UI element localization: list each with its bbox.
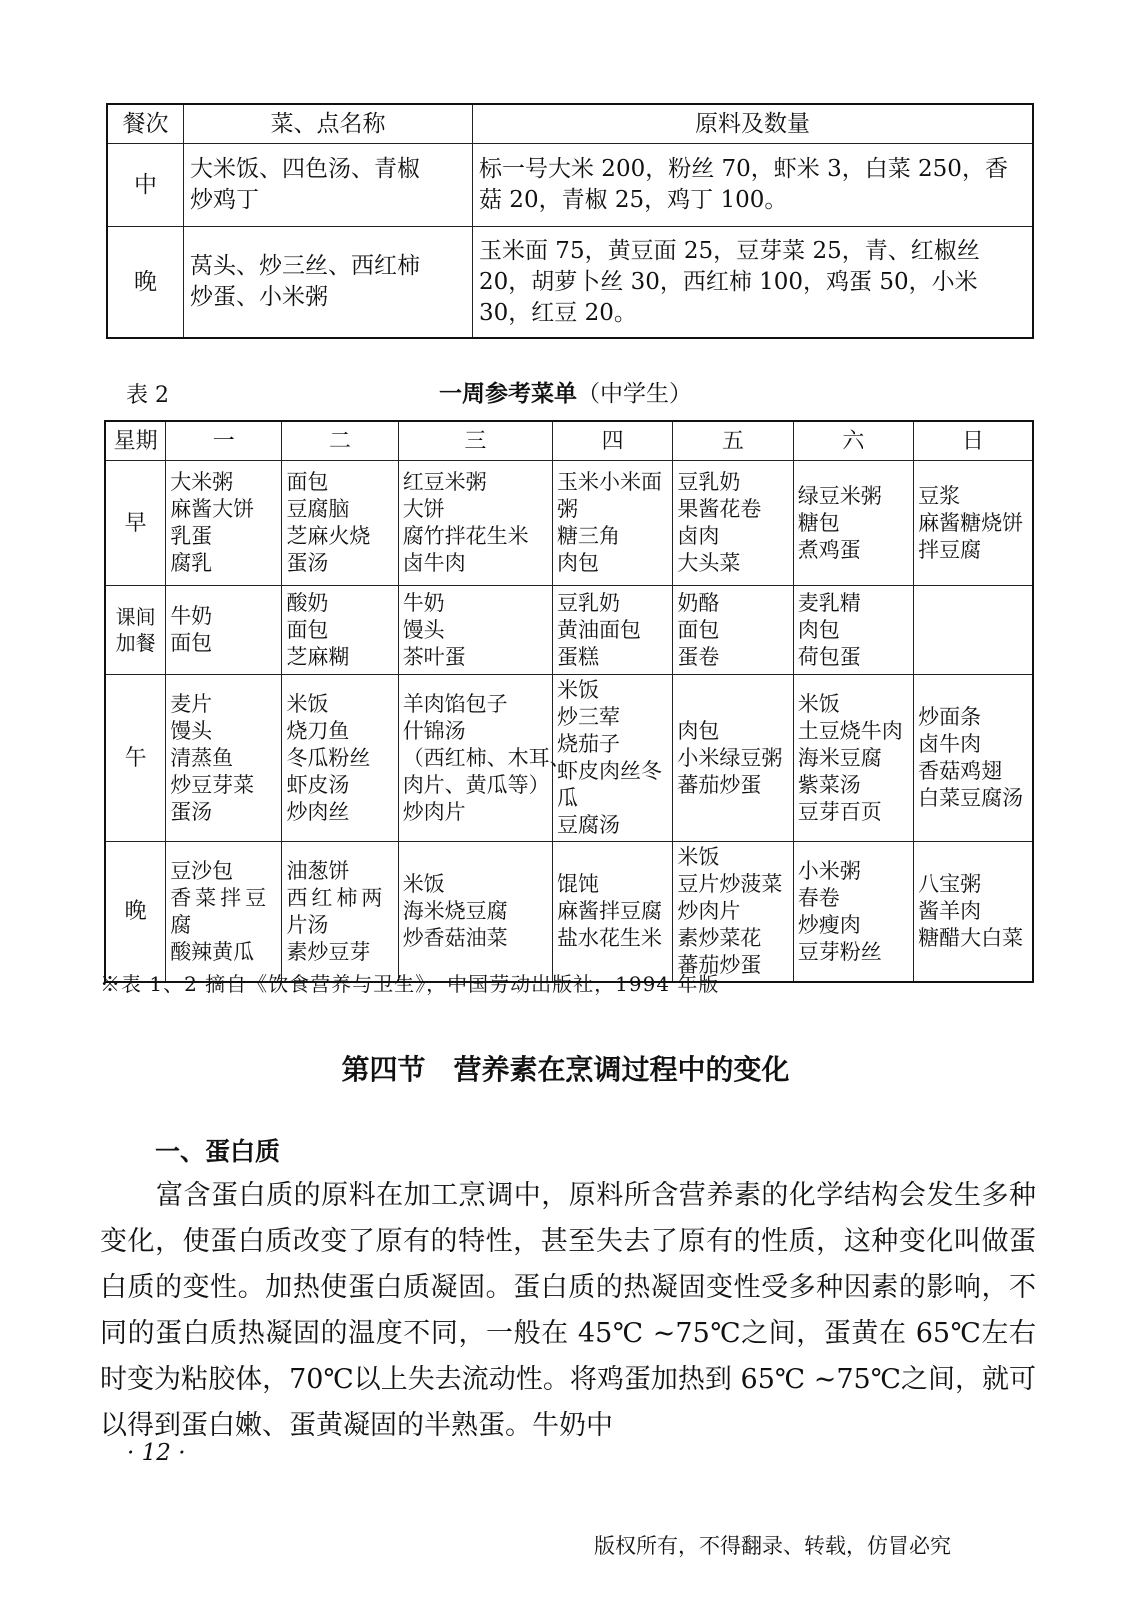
- header-sat: 六: [793, 421, 913, 461]
- cell-line: 豆芽百页: [797, 799, 882, 824]
- cell-line: 素炒豆芽: [286, 939, 371, 964]
- ingredient-cell: [473, 227, 1034, 339]
- cell-line: 莴头、炒三丝、西红柿: [190, 253, 420, 279]
- header-sun: 日: [914, 421, 1033, 461]
- cell-line: 卤肉: [677, 524, 720, 548]
- header-mon: 一: [166, 421, 282, 461]
- cell-line: （西红柿、木耳、: [402, 745, 571, 770]
- table2-caption: [0, 375, 1131, 408]
- cell-line: 米饭: [797, 691, 840, 716]
- table-row: [107, 144, 1033, 227]
- meal-cell: 午: [105, 675, 166, 842]
- cell-line: 春卷: [797, 885, 840, 910]
- table2-number: 表 2: [126, 383, 169, 408]
- cell-line: 豆浆: [918, 483, 961, 508]
- meal-cell: 晚: [105, 842, 166, 983]
- menu-cell: [914, 675, 1033, 842]
- header-thu: 四: [553, 421, 673, 461]
- cell-line: 肉包: [557, 551, 599, 575]
- menu-cell: [914, 461, 1033, 586]
- cell-line: 牛奶: [170, 604, 213, 628]
- header-weekday: 星期: [105, 421, 166, 461]
- cell-line: 面包: [170, 631, 213, 655]
- cell-line: 糖三角: [557, 524, 620, 548]
- cell-line: 大米饭、四色汤、青椒: [190, 156, 420, 182]
- cell-line: 蛋汤: [286, 551, 329, 575]
- cell-line: 馒头: [170, 718, 213, 743]
- cell-line: 面包: [286, 617, 329, 642]
- menu-cell: [166, 675, 282, 842]
- cell-line: 炒肉片: [677, 899, 741, 923]
- cell-line: 烧刀鱼: [286, 718, 350, 743]
- cell-line: 荷包蛋: [797, 644, 861, 669]
- cell-line: 蛋糕: [557, 644, 599, 669]
- menu-cell: [282, 675, 398, 842]
- cell-line: 馒头: [402, 617, 445, 642]
- cell-line: 肉片、黄瓜等）: [402, 772, 550, 797]
- menu-cell: [914, 586, 1033, 675]
- sub-heading: 一、蛋白质: [155, 1137, 281, 1166]
- cell-line: 素炒菜花: [677, 926, 762, 950]
- cell-line: 虾皮汤: [286, 772, 350, 797]
- cell-line: 乳蛋: [170, 524, 213, 548]
- cell-line: 腐竹拌花生米: [402, 524, 529, 548]
- cell-line: 小米粥: [797, 858, 861, 883]
- cell-line: 绿豆米粥: [797, 483, 882, 508]
- cell-line: 炒豆芽菜: [170, 772, 255, 797]
- cell-line: 果酱花卷: [677, 497, 762, 521]
- cell-line: 清蒸鱼: [170, 745, 234, 770]
- cell-line: 香菇鸡翅: [918, 759, 1003, 783]
- cell-line: 芝麻糊: [286, 644, 350, 669]
- weekly-menu-table: [104, 420, 1034, 983]
- menu-cell: [673, 675, 793, 842]
- cell-line: 玉米小米面: [557, 470, 662, 494]
- cell-line: 米饭: [557, 678, 599, 702]
- table1-header-meal: 餐次: [107, 104, 184, 144]
- cell-line: 炒瘦肉: [797, 912, 861, 937]
- page-number: · 12 ·: [127, 1440, 186, 1466]
- meal-cell: 晚: [107, 227, 184, 339]
- cell-line: 麦片: [170, 691, 213, 716]
- cell-line: 炒面条: [918, 705, 982, 729]
- cell-line: 馄饨: [557, 872, 599, 896]
- cell-line: 卤牛肉: [402, 551, 466, 575]
- cell-line: 炒肉丝: [286, 799, 350, 824]
- meal-cell: [105, 586, 166, 675]
- menu-table-1: [106, 103, 1034, 339]
- cell-line: 20，胡萝卜丝 30，西红柿 100，鸡蛋 50，小米: [479, 268, 978, 295]
- cell-line: 炒蛋、小米粥: [190, 284, 328, 310]
- menu-cell: [793, 842, 913, 983]
- cell-line: 腐: [170, 912, 192, 937]
- menu-cell: [282, 586, 398, 675]
- cell-line: 八宝粥: [918, 872, 982, 896]
- body-paragraph: 富含蛋白质的原料在加工烹调中，原料所含营养素的化学结构会发生多种变化，使蛋白质改变了原有的特性，甚至失去了原有的性质，这种变化叫做蛋白质的变性。加热使蛋白质凝固。蛋白质的热凝固变性受多种因素的影响，不同的蛋白质热凝固的温度不同，一般在 45℃ ~75℃之间，蛋黄在 65℃左右时变为粘胶体，70℃以上失去流动性。将鸡蛋加热到 65℃ ~75℃之间，就可以得到蛋白嫩、蛋黄凝固的半熟蛋。牛奶中: [100, 1180, 1036, 1441]
- cell-line: 卤牛肉: [918, 732, 982, 756]
- cell-line: 蛋汤: [170, 799, 213, 824]
- cell-line: 豆腐汤: [557, 813, 620, 837]
- cell-line: 蛋卷: [677, 644, 720, 669]
- menu-cell: [793, 461, 913, 586]
- menu-cell: [553, 586, 673, 675]
- cell-line: 豆沙包: [170, 858, 234, 883]
- table-row: [105, 586, 1033, 675]
- cell-line: 糖包: [797, 510, 840, 535]
- dish-cell: [184, 227, 473, 339]
- cell-line: 豆片炒菠菜: [677, 872, 783, 896]
- cell-line: 羊肉馅包子: [402, 691, 508, 716]
- menu-cell: [673, 842, 793, 983]
- menu-cell: [166, 842, 282, 983]
- cell-line: 米饭: [286, 691, 329, 716]
- cell-line: 面包: [286, 470, 329, 494]
- header-fri: 五: [673, 421, 793, 461]
- menu-cell: [166, 461, 282, 586]
- cell-line: 奶酪: [677, 590, 720, 615]
- menu-cell: [793, 586, 913, 675]
- cell-line: 瓜: [557, 786, 578, 810]
- cell-line: 牛奶: [402, 590, 445, 615]
- cell-line: 小米绿豆粥: [677, 745, 783, 770]
- menu-cell: [282, 842, 398, 983]
- table1-header-row: [107, 104, 1033, 144]
- dish-cell: [184, 144, 473, 227]
- meal-cell: 中: [107, 144, 184, 227]
- cell-line: 香菜拌豆: [170, 885, 271, 910]
- cell-line: 加餐: [115, 631, 156, 655]
- cell-line: 标一号大米 200，粉丝 70，虾米 3，白菜 250，香: [479, 156, 1008, 182]
- cell-line: 海米烧豆腐: [402, 899, 508, 923]
- cell-line: 粥: [557, 497, 578, 521]
- menu-cell: [398, 586, 552, 675]
- menu-cell: [553, 675, 673, 842]
- cell-line: 海米豆腐: [797, 745, 882, 770]
- table1-header-dishes: 菜、点名称: [184, 104, 473, 144]
- cell-line: 茶叶蛋: [402, 644, 466, 669]
- table-row: [105, 675, 1033, 842]
- cell-line: 肉包: [797, 617, 840, 642]
- cell-line: 土豆烧牛肉: [797, 718, 903, 743]
- table-row: [105, 461, 1033, 586]
- menu-cell: [673, 586, 793, 675]
- cell-line: 虾皮肉丝冬: [557, 759, 662, 783]
- cell-line: 炒肉片: [402, 799, 466, 824]
- cell-line: 什锦汤: [402, 718, 466, 743]
- copyright-notice: 版权所有，不得翻录、转载，仿冒必究: [594, 1534, 951, 1558]
- table2-header-row: [105, 421, 1033, 461]
- cell-line: 芝麻火烧: [286, 524, 371, 548]
- cell-line: 麦乳精: [797, 590, 861, 615]
- cell-line: 玉米面 75，黄豆面 25，豆芽菜 25，青、红椒丝: [479, 237, 980, 264]
- cell-line: 酸辣黄瓜: [170, 939, 255, 964]
- menu-cell: [282, 461, 398, 586]
- table2-subtitle: （中学生）: [577, 381, 692, 407]
- cell-line: 米饭: [677, 845, 720, 869]
- menu-cell: [398, 461, 552, 586]
- cell-line: 大饼: [402, 497, 445, 521]
- cell-line: 豆芽粉丝: [797, 939, 882, 964]
- menu-cell: [793, 675, 913, 842]
- cell-line: 紫菜汤: [797, 772, 861, 797]
- cell-line: 麻酱拌豆腐: [557, 899, 662, 923]
- cell-line: 西红柿两: [286, 885, 387, 910]
- cell-line: 面包: [677, 617, 720, 642]
- cell-line: 30，红豆 20。: [479, 299, 637, 326]
- source-note: ※表 1、2 摘自《饮食营养与卫生》，中国劳动出版社，1994 年版: [100, 972, 720, 996]
- cell-line: 课间: [115, 605, 156, 629]
- cell-line: 豆腐脑: [286, 497, 350, 521]
- header-wed: 三: [398, 421, 552, 461]
- cell-line: 黄油面包: [557, 617, 641, 642]
- cell-line: 麻酱糖烧饼: [918, 510, 1024, 535]
- menu-cell: [398, 675, 571, 842]
- table-row: [107, 227, 1033, 339]
- menu-cell: [914, 842, 1033, 983]
- cell-line: 菇 20，青椒 25，鸡丁 100。: [479, 187, 788, 213]
- menu-cell: [166, 586, 282, 675]
- table-row: [105, 842, 1033, 983]
- table2-title: 一周参考菜单: [439, 381, 577, 407]
- cell-line: 蕃茄炒蛋: [677, 953, 762, 977]
- cell-line: 拌豆腐: [918, 537, 982, 562]
- cell-line: 炒香菇油菜: [402, 926, 508, 950]
- cell-line: 蕃茄炒蛋: [677, 772, 762, 797]
- cell-line: 麻酱大饼: [170, 497, 255, 521]
- cell-line: 烧茄子: [557, 732, 620, 756]
- cell-line: 酸奶: [286, 590, 329, 615]
- cell-line: 豆乳奶: [677, 470, 741, 494]
- section-title: 第四节 营养素在烹调过程中的变化: [341, 1053, 790, 1086]
- cell-line: 米饭: [402, 872, 445, 896]
- menu-cell: [398, 842, 552, 983]
- menu-cell: [553, 842, 673, 983]
- cell-line: 红豆米粥: [402, 470, 487, 494]
- ingredient-cell: [473, 144, 1034, 227]
- header-tue: 二: [282, 421, 398, 461]
- menu-cell: [553, 461, 673, 586]
- cell-line: 炒三荤: [557, 705, 620, 729]
- menu-cell: [673, 461, 793, 586]
- cell-line: 腐乳: [170, 551, 213, 575]
- cell-line: 冬瓜粉丝: [286, 745, 371, 770]
- cell-line: 酱羊肉: [918, 899, 982, 923]
- cell-line: 大头菜: [677, 551, 741, 575]
- cell-line: 肉包: [677, 718, 720, 743]
- cell-line: 大米粥: [170, 470, 234, 494]
- table1-header-ingredients: 原料及数量: [473, 104, 1034, 144]
- cell-line: 炒鸡丁: [190, 187, 259, 213]
- meal-cell: 早: [105, 461, 166, 586]
- cell-line: 豆乳奶: [557, 590, 620, 615]
- cell-line: 白菜豆腐汤: [918, 786, 1024, 810]
- cell-line: 糖醋大白菜: [918, 926, 1024, 950]
- cell-line: 片汤: [286, 912, 329, 937]
- cell-line: 盐水花生米: [557, 926, 662, 950]
- cell-line: 煮鸡蛋: [797, 537, 861, 562]
- cell-line: 油葱饼: [286, 858, 350, 883]
